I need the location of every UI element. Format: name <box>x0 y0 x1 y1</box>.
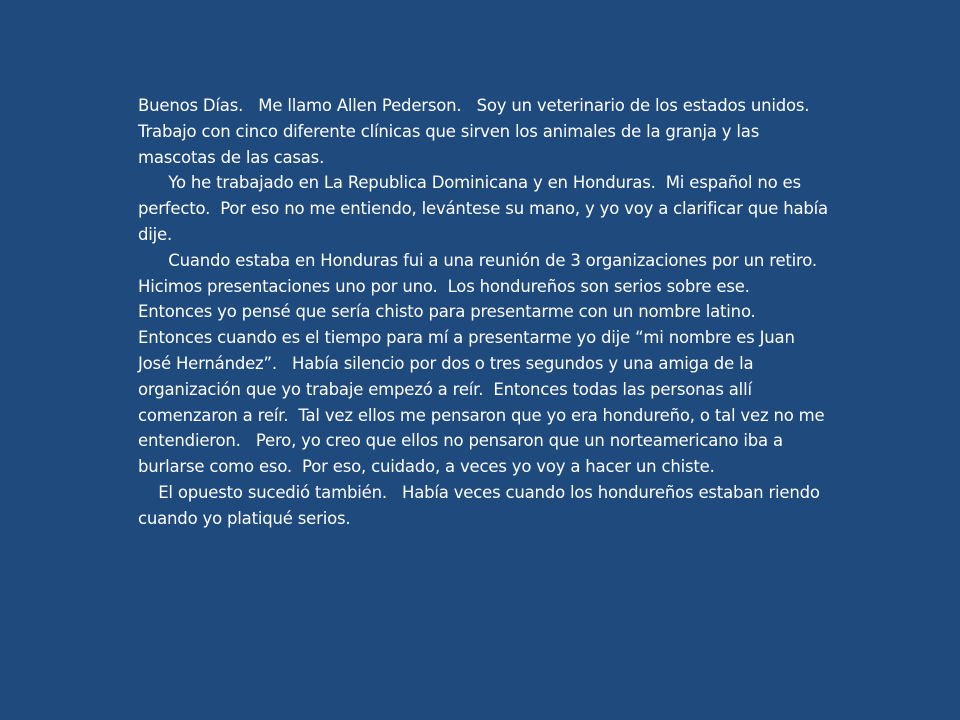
paragraph-name-joke: Entonces cuando es el tiempo para mí a presentarme yo dije “mi nombre es Juan José Hernández”. Había silencio por dos o tres segundos y una amiga de la organización que yo trabaje empezó a reír. Entonces todas las personas allí comenzaron a reír. Tal vez ellos me pensaron que yo era hondureño, o tal vez no me entendieron. Pero, yo creo que ellos no pensaron que un norteamericano iba a burlarse como eso. Por eso, cuidado, a veces yo voy a hacer un chiste. <box>138 328 830 477</box>
paragraph-opposite: El opuesto sucedió también. Había veces cuando los hondureños estaban riendo cuando yo platiqué serios. <box>138 482 825 528</box>
paragraph-introduction: Buenos Días. Me llamo Allen Pederson. Soy un veterinario de los estados unidos. Trabajo con cinco diferente clínicas que sirven los animales de la granja y las mascotas de las casas. <box>138 96 820 167</box>
slide-text-body <box>138 93 834 532</box>
paragraph-experience: Yo he trabajado en La Republica Dominicana y en Honduras. Mi español no es perfecto. Por eso no me entiendo, levántese su mano, y yo voy a clarificar que había dije. <box>138 173 834 244</box>
paragraph-honduras-meeting: Cuando estaba en Honduras fui a una reunión de 3 organizaciones por un retiro. Hicimos presentaciones uno por uno. Los hondureños son serios sobre ese. Entonces yo pensé que sería chisto para presentarme con un nombre latino. <box>138 250 828 322</box>
